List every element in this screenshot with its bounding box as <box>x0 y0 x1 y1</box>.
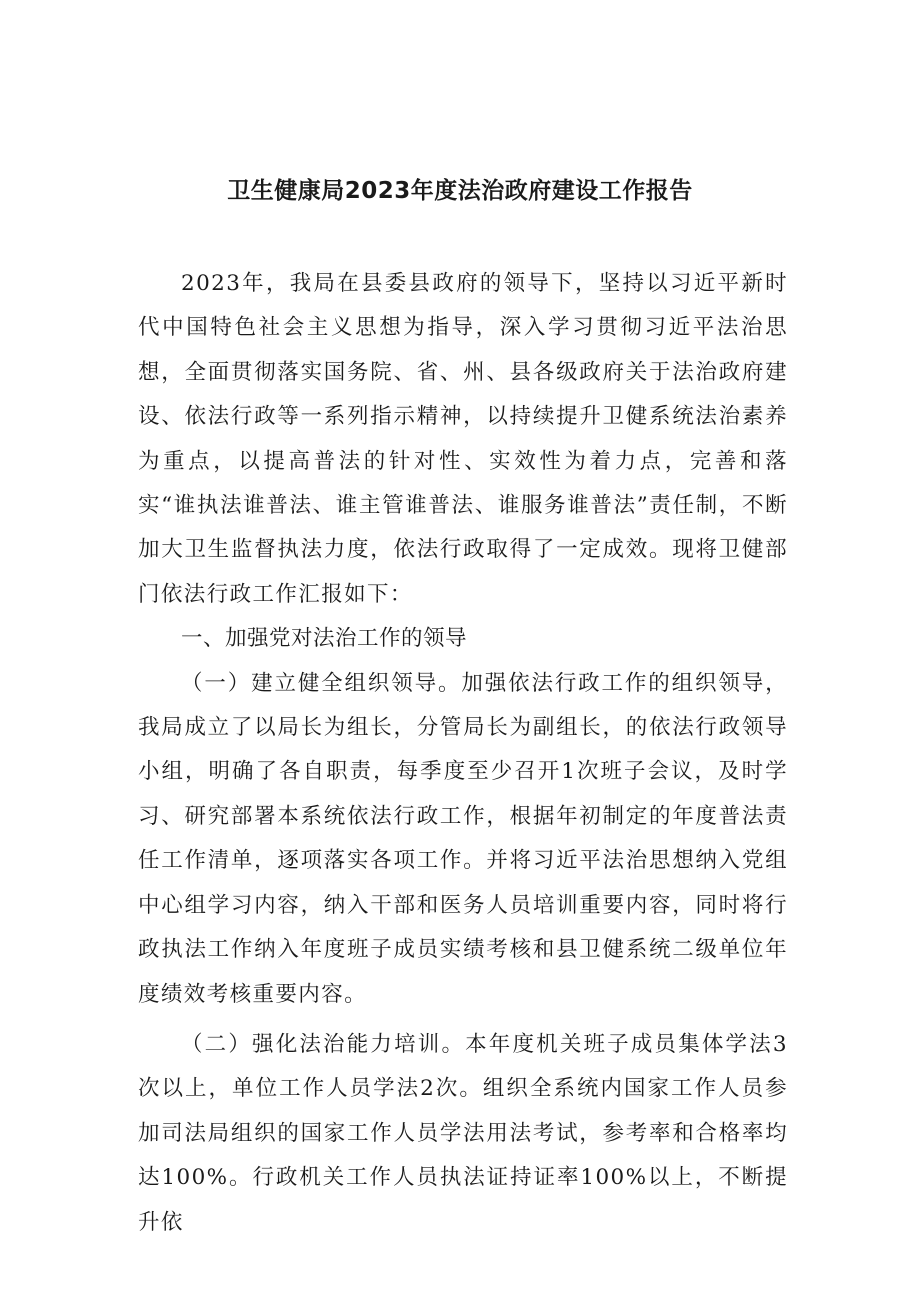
intro-paragraph: 2023年，我局在县委县政府的领导下，坚持以习近平新时代中国特色社会主义思想为指导，深入学习贯彻习近平法治思想，全面贯彻落实国务院、省、州、县各级政府关于法治政府建设、依法行政等一系列指示精神，以持续提升卫健系统法治素养为重点，以提高普法的针对性、实效性为着力点，完善和落实“谁执法谁普法、谁主管谁普法、谁服务谁普法”责任制，不断加大卫生监督执法力度，依法行政取得了一定成效。现将卫健部门依法行政工作汇报如下： <box>138 271 788 607</box>
section-1-paragraph-2: （二）强化法治能力培训。本年度机关班子成员集体学法3次以上，单位工作人员学法2次。组织全系统内国家工作人员参加司法局组织的国家工作人员学法用法考试，参考率和合格率均达100%。行政机关工作人员执法证持证率100%以上，不断提升依 <box>138 1031 788 1235</box>
document-title: 卫生健康局2023年度法治政府建设工作报告 <box>227 178 693 204</box>
section-1-paragraph-1: （一）建立健全组织领导。加强依法行政工作的组织领导，我局成立了以局长为组长，分管局长为副组长，的依法行政领导小组，明确了各自职责，每季度至少召开1次班子会议，及时学习、研究部署本系统依法行政工作，根据年初制定的年度普法责任工作清单，逐项落实各项工作。并将习近平法治思想纳入党组中心组学习内容，纳入干部和医务人员培训重要内容，同时将行政执法工作纳入年度班子成员实绩考核和县卫健系统二级单位年度绩效考核重要内容。 <box>138 670 788 1007</box>
document-body <box>138 262 788 1245</box>
section-heading-1: 一、加强党对法治工作的领导 <box>181 626 468 652</box>
